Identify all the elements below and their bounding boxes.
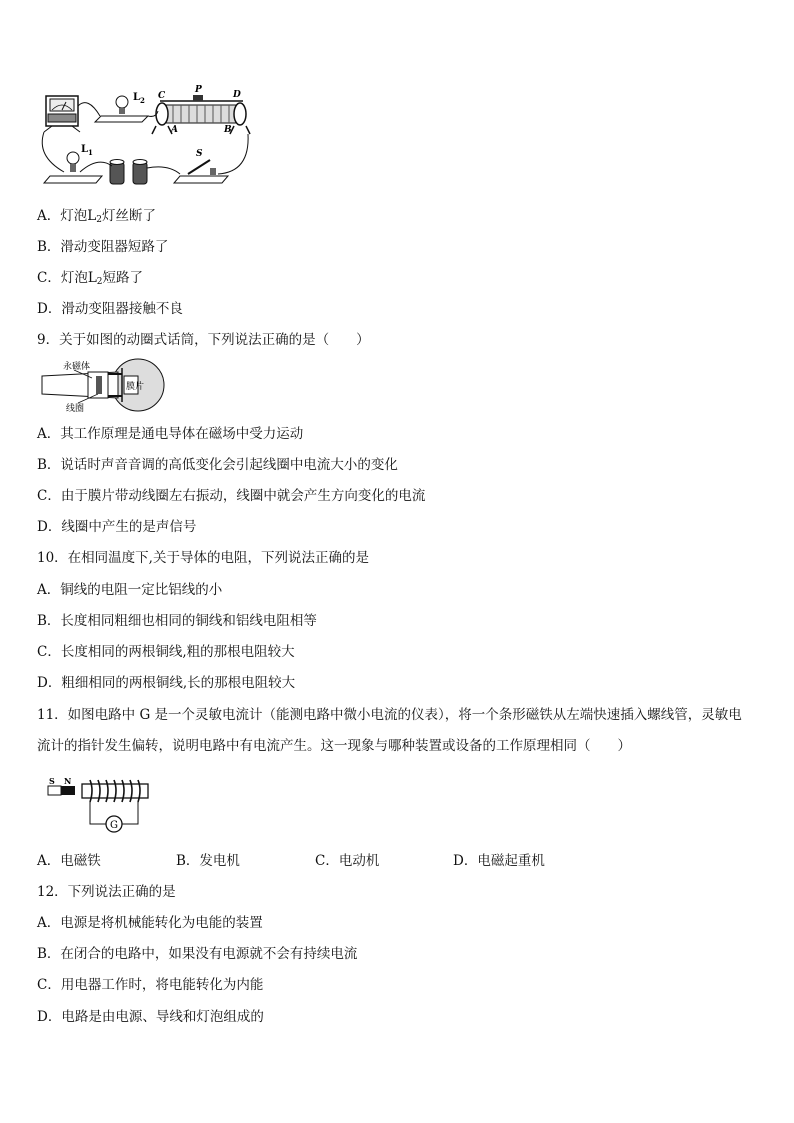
q8-option-c: C．灯泡$L_2$短路了 xyxy=(37,270,144,287)
circuit-figure-q8 xyxy=(38,86,258,191)
q9-stem: 9．关于如图的动圈式话筒，下列说法正确的是（ ） xyxy=(37,332,370,348)
q11-option-a: A．电磁铁 xyxy=(37,853,101,869)
q9-option-d: D．线圈中产生的是声信号 xyxy=(37,519,197,535)
q10-option-b: B．长度相同粗细也相同的铜线和铝线电阻相等 xyxy=(37,613,317,629)
q10-stem: 10．在相同温度下,关于导体的电阻，下列说法正确的是 xyxy=(37,550,369,566)
q11-option-b: B．发电机 xyxy=(176,853,240,869)
q10-option-d: D．粗细相同的两根铜线,长的那根电阻较大 xyxy=(37,675,296,691)
label-s: S xyxy=(196,149,203,159)
q9-option-a: A．其工作原理是通电导体在磁场中受力运动 xyxy=(37,426,304,442)
q12-stem: 12．下列说法正确的是 xyxy=(37,884,176,900)
microphone-figure-q9 xyxy=(38,358,168,414)
q8-option-d: D．滑动变阻器接触不良 xyxy=(37,301,183,317)
solenoid-figure-q11 xyxy=(46,776,156,834)
q11-option-d: D．电磁起重机 xyxy=(453,853,545,869)
q8-option-b: B．滑动变阻器短路了 xyxy=(37,239,169,255)
q12-option-c: C．用电器工作时，将电能转化为内能 xyxy=(37,977,264,993)
label-c: C xyxy=(158,91,166,101)
label-a: A xyxy=(171,125,178,135)
q11-stem-line1: 11．如图电路中 G 是一个灵敏电流计（能测电路中微小电流的仪表），将一个条形磁铁从左端快速插入螺线管，灵敏电 xyxy=(37,707,742,723)
q12-option-b: B．在闭合的电路中，如果没有电源就不会有持续电流 xyxy=(37,946,358,962)
label-l2-sub: 2 xyxy=(140,96,145,105)
q12-option-a: A．电源是将机械能转化为电能的装置 xyxy=(37,915,263,931)
label-n-pole: N xyxy=(64,776,72,786)
label-d: D xyxy=(233,90,241,100)
q8-option-a: A．灯泡$L_2$灯丝断了 xyxy=(37,208,156,225)
label-p: P xyxy=(195,85,202,95)
q10-option-c: C．长度相同的两根铜线,粗的那根电阻较大 xyxy=(37,644,295,660)
label-l2: L xyxy=(133,92,141,103)
label-magnet: 永磁体 xyxy=(63,362,91,372)
q12-option-d: D．电路是由电源、导线和灯泡组成的 xyxy=(37,1009,264,1025)
q9-option-c: C．由于膜片带动线圈左右振动，线圈中就会产生方向变化的电流 xyxy=(37,488,426,504)
label-s-pole: S xyxy=(49,776,55,786)
label-l1-sub: 1 xyxy=(88,148,93,157)
label-diaphragm: 膜片 xyxy=(126,382,145,392)
q11-stem-line2: 流计的指针发生偏转，说明电路中有电流产生。这一现象与哪种装置或设备的工作原理相同（ ） xyxy=(37,738,631,754)
q9-option-b: B．说话时声音音调的高低变化会引起线圈中电流大小的变化 xyxy=(37,457,398,473)
label-coil: 线圈 xyxy=(66,404,85,414)
q10-option-a: A．铜线的电阻一定比铝线的小 xyxy=(37,582,223,598)
q11-option-c: C．电动机 xyxy=(315,853,380,869)
label-l1: L xyxy=(81,144,89,155)
label-galvanometer: G xyxy=(110,820,118,831)
label-b: B xyxy=(224,125,232,135)
